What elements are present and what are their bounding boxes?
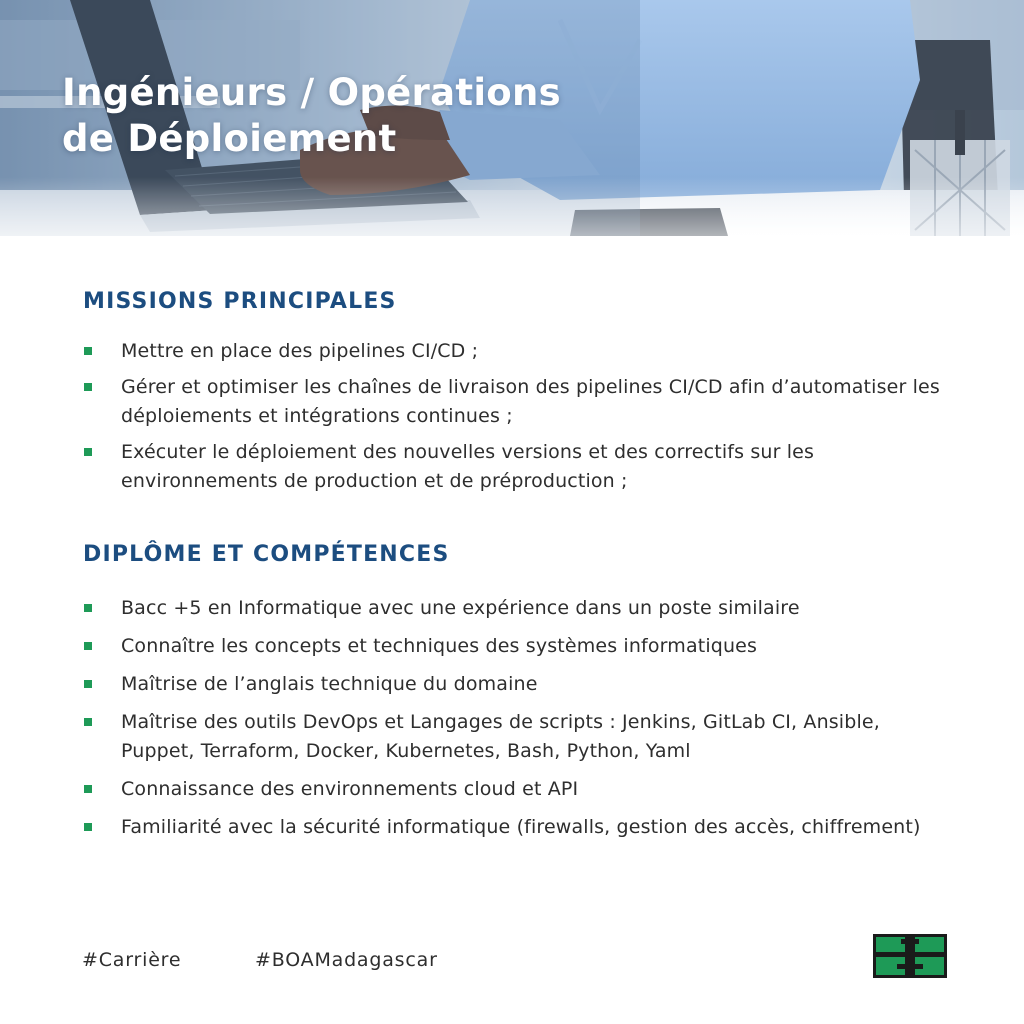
- list-item: [83, 594, 943, 623]
- green-square-bullet-icon: [84, 642, 92, 650]
- green-square-bullet-icon: [84, 383, 92, 391]
- list-item-text: Exécuter le déploiement des nouvelles versions et des correctifs sur les environnements de production et de préproduction ;: [121, 441, 815, 492]
- list-item: [83, 708, 943, 766]
- green-square-bullet-icon: [84, 448, 92, 456]
- list-item: [83, 632, 943, 661]
- competences-heading: DIPLÔME ET COMPÉTENCES: [83, 542, 450, 567]
- green-square-bullet-icon: [84, 785, 92, 793]
- missions-list: [83, 337, 943, 496]
- green-square-bullet-icon: [84, 823, 92, 831]
- list-item-text: Connaître les concepts et techniques des systèmes informatiques: [121, 635, 758, 657]
- list-item-text: Mettre en place des pipelines CI/CD ;: [121, 340, 479, 362]
- list-item-text: Familiarité avec la sécurité informatique (firewalls, gestion des accès, chiffrement): [121, 816, 921, 838]
- hashtag-carriere: #Carrière: [82, 949, 182, 971]
- list-item: [83, 438, 943, 496]
- list-item-text: Gérer et optimiser les chaînes de livraison des pipelines CI/CD afin d’automatiser les déploiements et intégrations continues ;: [121, 376, 940, 427]
- page-title-line-1: Ingénieurs / Opérations: [62, 71, 561, 114]
- list-item-text: Connaissance des environnements cloud et API: [121, 778, 579, 800]
- list-item: [83, 373, 943, 431]
- missions-heading: MISSIONS PRINCIPALES: [83, 289, 397, 314]
- green-square-bullet-icon: [84, 718, 92, 726]
- list-item-text: Bacc +5 en Informatique avec une expérience dans un poste similaire: [121, 597, 800, 619]
- green-square-bullet-icon: [84, 604, 92, 612]
- green-square-bullet-icon: [84, 347, 92, 355]
- green-square-bullet-icon: [84, 680, 92, 688]
- list-item: [83, 775, 943, 804]
- boa-logo-icon: [873, 934, 947, 978]
- hero-banner: [0, 0, 1024, 236]
- list-item: [83, 337, 943, 366]
- competences-list: [83, 594, 943, 842]
- list-item-text: Maîtrise des outils DevOps et Langages de scripts : Jenkins, GitLab CI, Ansible, Puppet, Terraform, Docker, Kubernetes, Bash, Python, Yaml: [121, 711, 880, 762]
- list-item-text: Maîtrise de l’anglais technique du domaine: [121, 673, 538, 695]
- list-item: [83, 813, 943, 842]
- hashtag-boa-madagascar: #BOAMadagascar: [255, 949, 438, 971]
- page-title: [62, 70, 702, 162]
- page-title-line-2: de Déploiement: [62, 117, 397, 160]
- list-item: [83, 670, 943, 699]
